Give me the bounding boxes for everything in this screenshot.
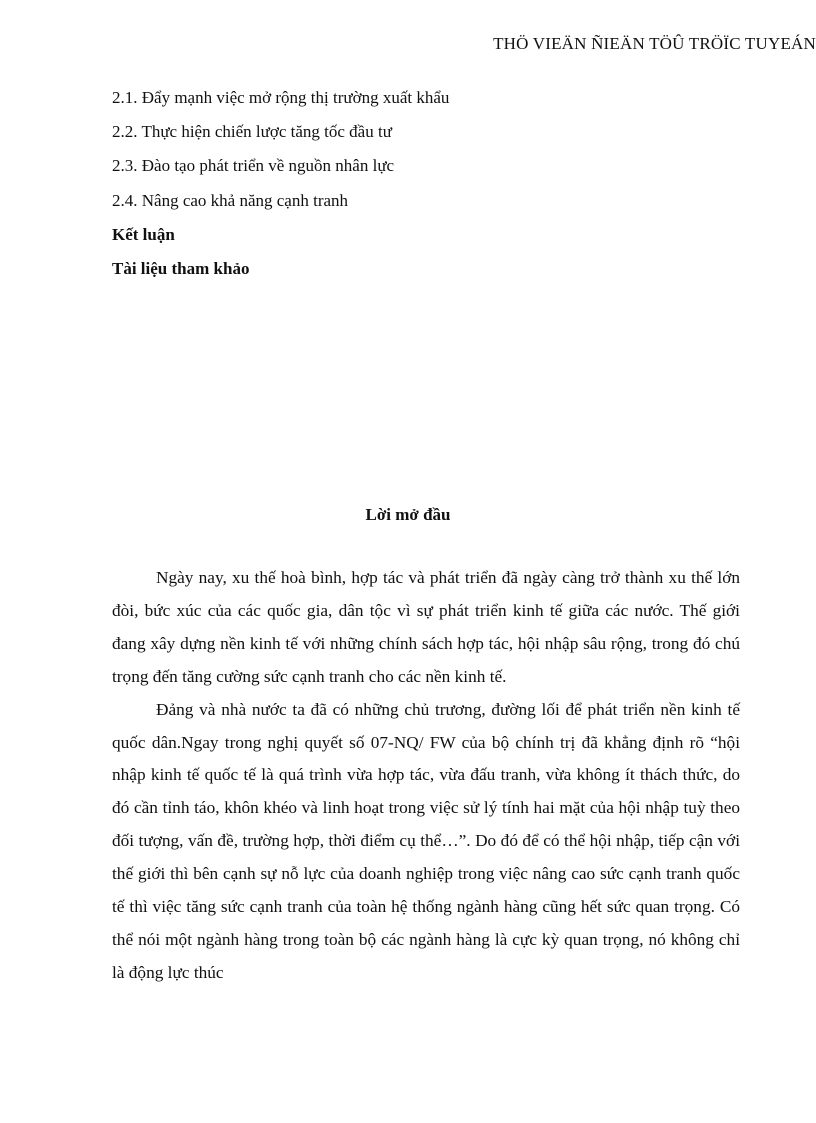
paragraph-2: Đảng và nhà nước ta đã có những chủ trương, đường lối để phát triển nền kinh tế quốc dân.Ngay trong nghị quyết số 07-NQ/ FW của bộ chính trị đã khẳng định rõ “hội nhập kinh tế quốc tế là quá trình vừa hợp tác, vừa đấu tranh, vừa không ít thách thức, do đó cần tỉnh táo, khôn khéo và linh hoạt trong việc sử lý tính hai mặt của hội nhập tuỳ theo đối tượng, vấn đề, trường hợp, thời điểm cụ thể…”. Do đó để có thể hội nhập, tiếp cận với thế giới thì bên cạnh sự nỗ lực của doanh nghiệp trong việc nâng cao sức cạnh tranh quốc tế thì việc tăng sức cạnh tranh của toàn hệ thống ngành hàng cũng hết sức quan trọng. Có thể nói một ngành hàng trong toàn bộ các ngành hàng là cực kỳ quan trọng, nó không chỉ là động lực thúc — [112, 699, 740, 982]
table-of-contents — [112, 81, 712, 286]
toc-item-2-3: 2.3. Đào tạo phát triển về nguồn nhân lực — [112, 156, 395, 176]
toc-item-2-2: 2.2. Thực hiện chiến lược tăng tốc đầu tư — [112, 122, 392, 142]
toc-item-2-1: 2.1. Đẩy mạnh việc mở rộng thị trường xuất khẩu — [112, 88, 450, 107]
section-title: Lời mở đầu — [365, 505, 451, 524]
body-text — [112, 562, 740, 990]
paragraph-1: Ngày nay, xu thế hoà bình, hợp tác và phát triển đã ngày càng trở thành xu thế lớn đòi, bức xúc của các quốc gia, dân tộc vì sự phát triển kinh tế giữa các nước. Thế giới đang xây dựng nền kinh tế với những chính sách hợp tác, hội nhập sâu rộng, trong đó chú trọng đến tăng cường sức cạnh tranh cho các nền kinh tế. — [112, 568, 740, 686]
toc-references: Tài liệu tham khảo — [112, 259, 250, 279]
page-header: THÖ VIEÄN ÑIEÄN TÖÛ TRÖÏC TUYEÁN — [493, 34, 816, 53]
toc-item-2-4: 2.4. Nâng cao khả năng cạnh tranh — [112, 190, 349, 210]
toc-conclusion: Kết luận — [112, 224, 175, 244]
